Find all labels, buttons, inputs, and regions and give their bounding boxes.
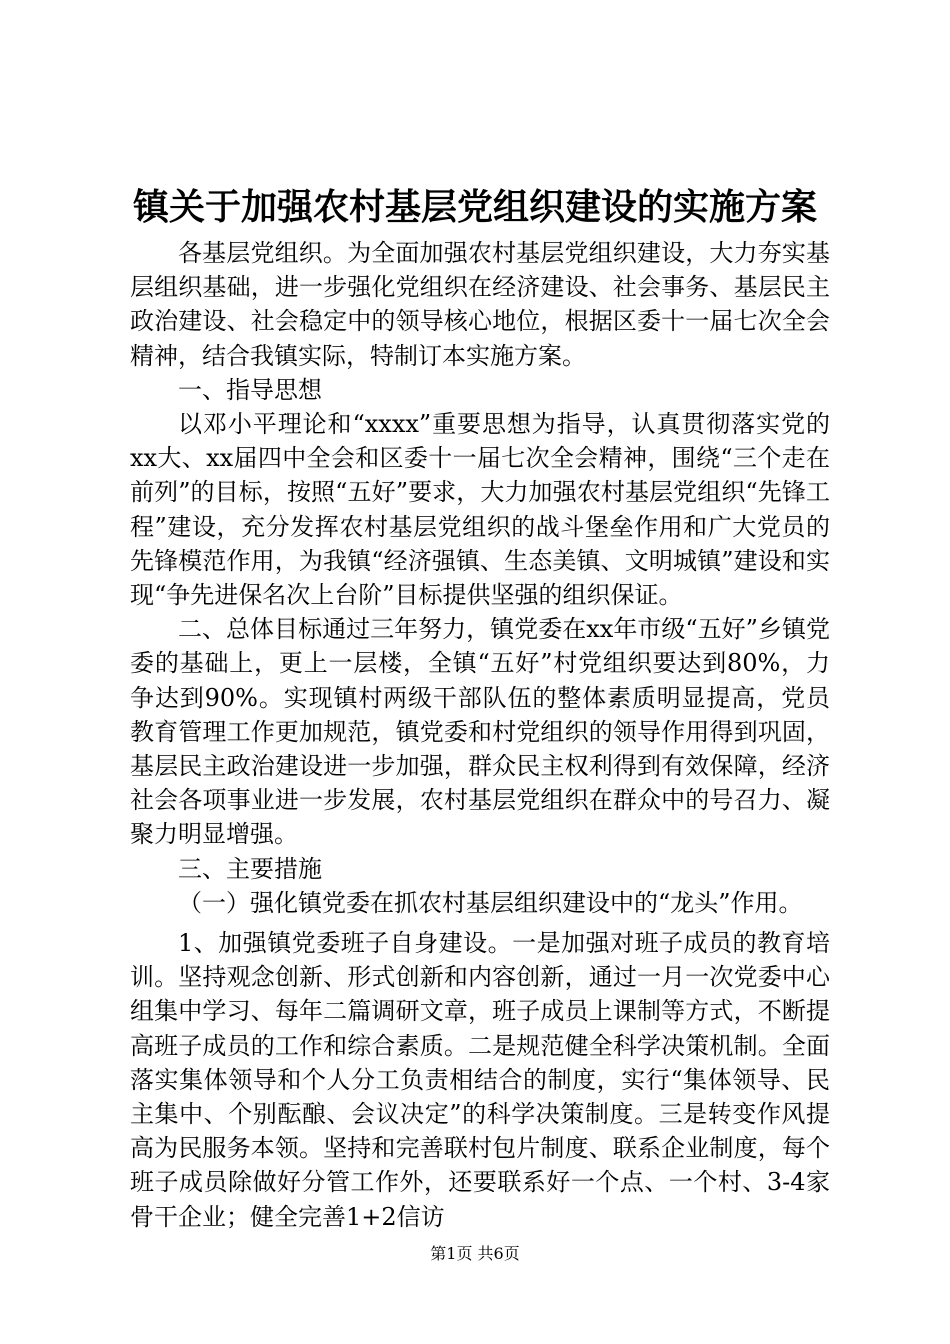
heading-guiding-thought: 一、指导思想 xyxy=(178,375,322,404)
paragraph-intro: 各基层党组织。为全面加强农村基层党组织建设，大力夯实基层组织基础，进一步强化党组织在经济建设、社会事务、基层民主政治建设、社会稳定中的领导核心地位，根据区委十一届七次全会精神，结合我镇实际，特制订本实施方案。 xyxy=(130,239,830,370)
document-title: 镇关于加强农村基层党组织建设的实施方案 xyxy=(132,186,817,228)
heading-main-measures: 三、主要措施 xyxy=(178,854,322,883)
subheading-measure-1: （一）强化镇党委在抓农村基层组织建设中的“龙头”作用。 xyxy=(178,888,803,917)
page-number: 第1页 共6页 xyxy=(430,1244,520,1263)
paragraph-guiding-thought: 以邓小平理论和“xxxx”重要思想为指导，认真贯彻落实党的xx大、xx届四中全会和区委十一届七次全会精神，围绕“三个走在前列”的目标，按照“五好”要求，大力加强农村基层党组织“先锋工程”建设，充分发挥农村基层党组织的战斗堡垒作用和广大党员的先锋模范作用，为我镇“经济强镇、生态美镇、文明城镇”建设和实现“争先进保名次上台阶”目标提供坚强的组织保证。 xyxy=(130,410,830,610)
paragraph-measure-1-1: 1、加强镇党委班子自身建设。一是加强对班子成员的教育培训。坚持观念创新、形式创新和内容创新，通过一月一次党委中心组集中学习、每年二篇调研文章，班子成员上课制等方式，不断提高班子成员的工作和综合素质。二是规范健全科学决策机制。全面落实集体领导和个人分工负责相结合的制度，实行“集体领导、民主集中、个别酝酿、会议决定”的科学决策制度。三是转变作风提高为民服务本领。坚持和完善联村包片制度、联系企业制度，每个班子成员除做好分管工作外，还要联系好一个点、一个村、3-4家骨干企业；健全完善1+2信访 xyxy=(130,929,830,1231)
paragraph-overall-goal: 二、总体目标通过三年努力，镇党委在xx年市级“五好”乡镇党委的基础上，更上一层楼，全镇“五好”村党组织要达到80%，力争达到90%。实现镇村两级干部队伍的整体素质明显提高，党员教育管理工作更加规范，镇党委和村党组织的领导作用得到巩固，基层民主政治建设进一步加强，群众民主权利得到有效保障，经济社会各项事业进一步发展，农村基层党组织在群众中的号召力、凝聚力明显增强。 xyxy=(130,615,830,849)
document-body xyxy=(130,236,830,1234)
